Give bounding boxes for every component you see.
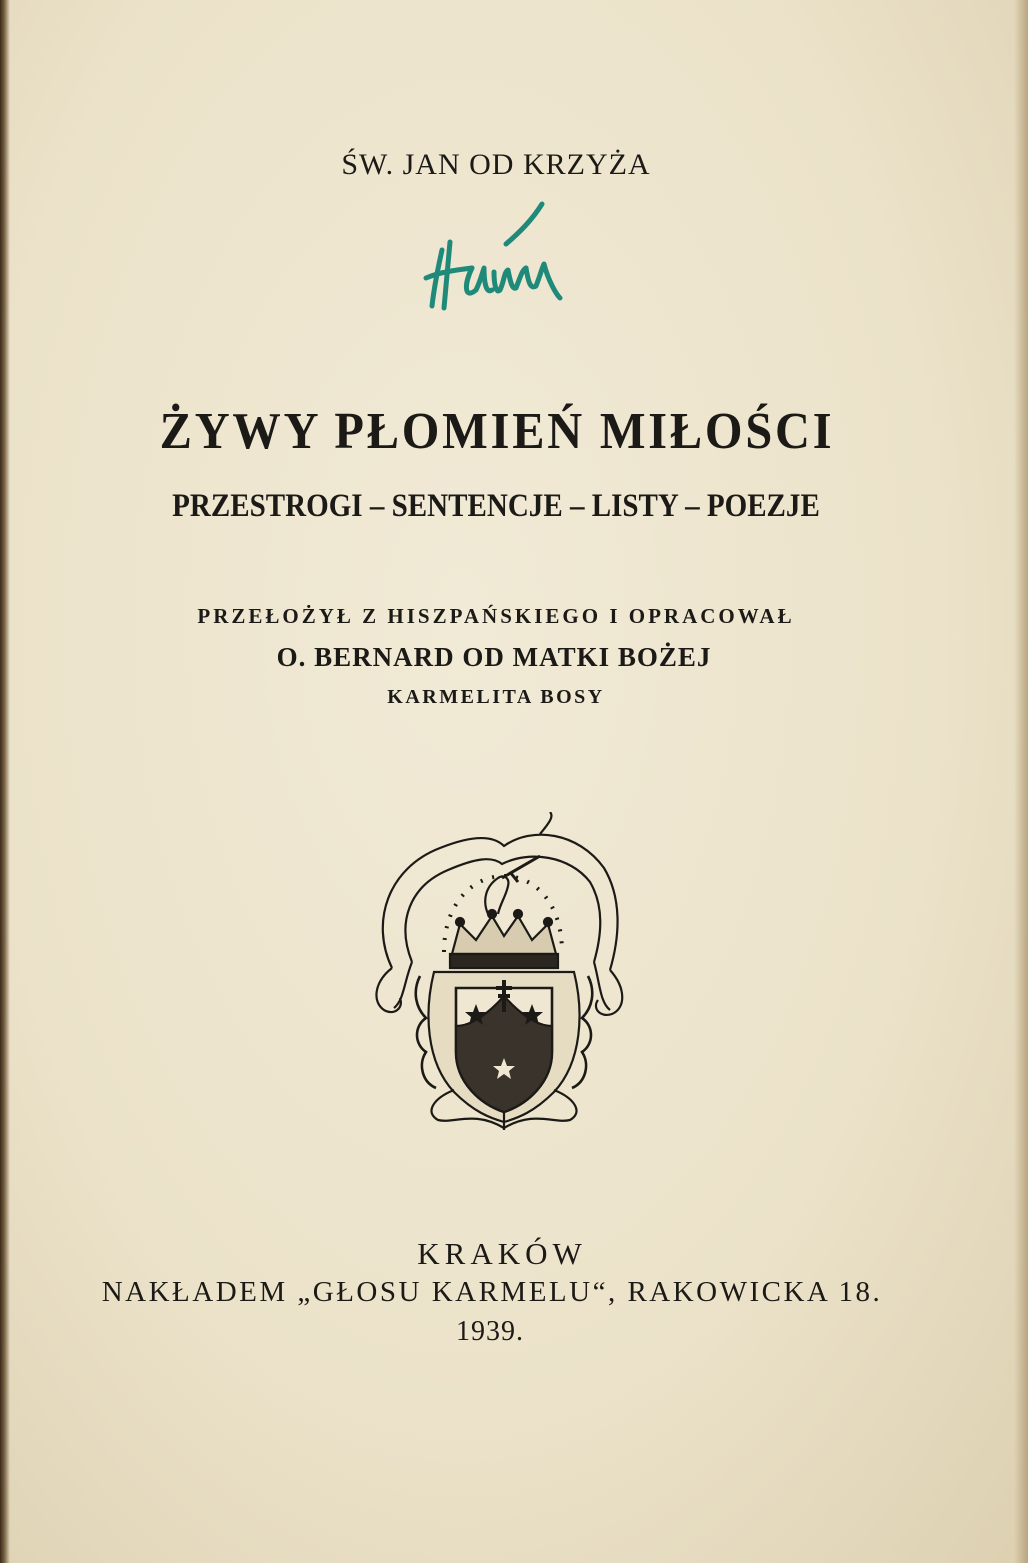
imprint-publisher: NAKŁADEM „GŁOSU KARMELU“, RAKOWICKA 18. <box>101 1276 883 1308</box>
page-edge-right <box>1014 0 1028 1563</box>
translator-name: O. BERNARD OD MATKI BOŻEJ <box>276 642 712 672</box>
translator-note: PRZEŁOŻYŁ Z HISZPAŃSKIEGO I OPRACOWAŁ <box>197 604 795 628</box>
book-title: ŻYWY PŁOMIEŃ MIŁOŚCI <box>159 403 835 460</box>
book-subtitle: PRZESTROGI – SENTENCJE – LISTY – POEZJE <box>172 488 820 524</box>
handwritten-signature <box>420 198 590 323</box>
author: ŚW. JAN OD KRZYŻA <box>341 148 651 181</box>
translator-order: KARMELITA BOSY <box>387 686 605 708</box>
carmelite-coat-of-arms-icon <box>364 812 624 1130</box>
imprint-year: 1939. <box>456 1316 524 1347</box>
imprint-city: KRAKÓW <box>417 1236 587 1271</box>
